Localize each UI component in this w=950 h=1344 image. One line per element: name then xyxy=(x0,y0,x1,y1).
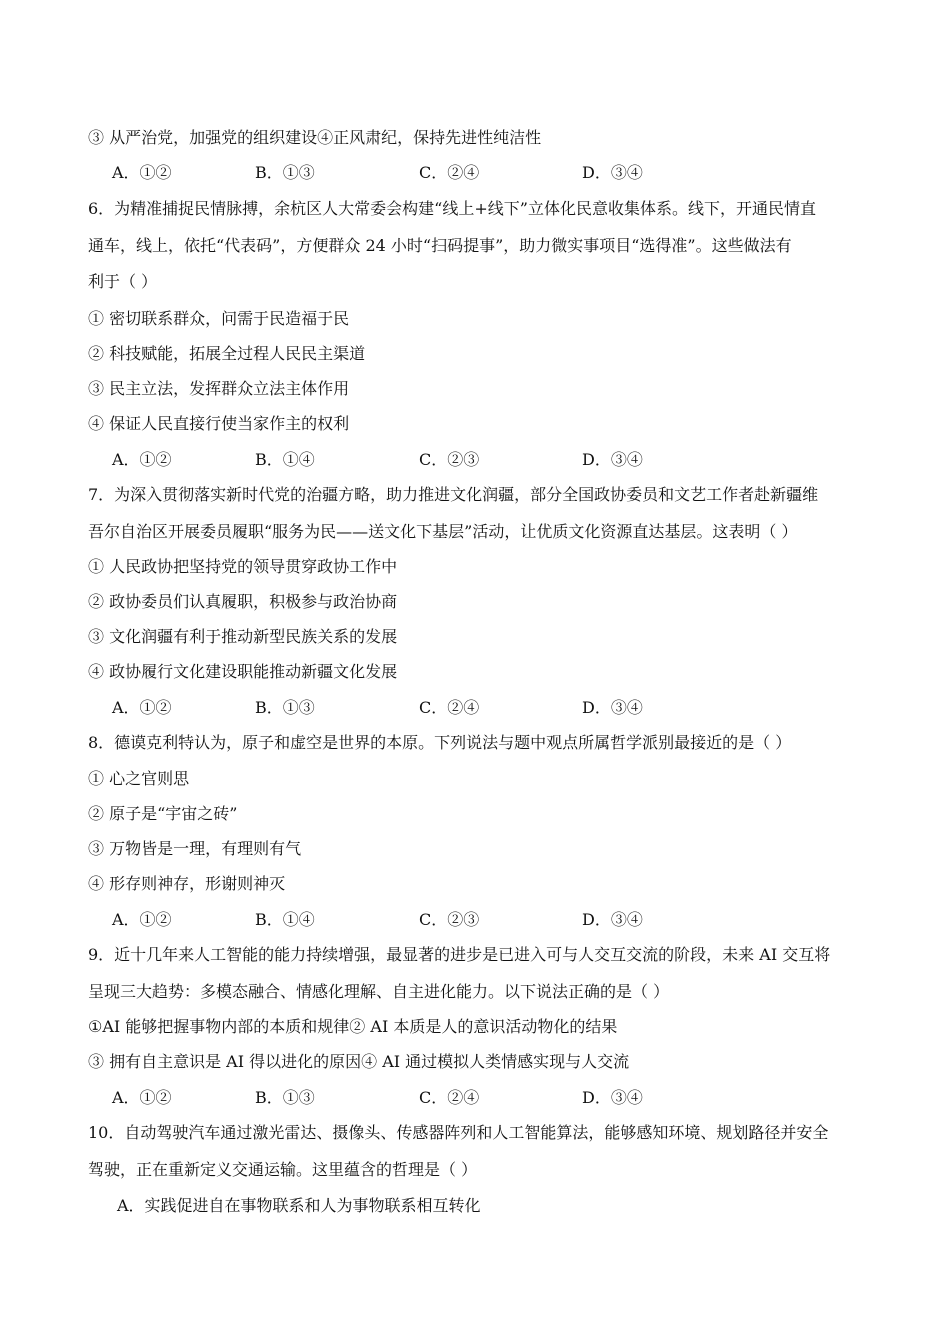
q7-option-a: A．①② xyxy=(112,698,172,717)
q6-option-c: C．②③ xyxy=(419,450,480,469)
q9-option-d: D．③④ xyxy=(582,1088,643,1107)
q7-option-d: D．③④ xyxy=(582,698,643,717)
q7-options xyxy=(112,697,672,719)
q6-statement-4: ④ 保证人民直接行使当家作主的权利 xyxy=(88,414,350,433)
q8-option-d: D．③④ xyxy=(582,910,643,929)
q8-option-c: C．②③ xyxy=(419,910,480,929)
q8-statement-2: ② 原子是“宇宙之砖” xyxy=(88,804,238,823)
q8-option-b: B．①④ xyxy=(255,910,315,929)
q6-options xyxy=(112,449,672,471)
q6-stem-line-3: 利于（ ） xyxy=(88,272,158,291)
q7-stem-line-1: 7．为深入贯彻落实新时代党的治疆方略，助力推进文化润疆，部分全国政协委员和文艺工作者赴新疆维 xyxy=(88,485,819,504)
q6-statement-2: ② 科技赋能，拓展全过程人民民主渠道 xyxy=(88,344,366,363)
q8-statement-3: ③ 万物皆是一理，有理则有气 xyxy=(88,839,302,858)
q6-statement-3: ③ 民主立法，发挥群众立法主体作用 xyxy=(88,379,350,398)
q6-statement-1: ① 密切联系群众，问需于民造福于民 xyxy=(88,309,350,328)
q8-option-a: A．①② xyxy=(112,910,172,929)
q9-stem-line-1: 9．近十几年来人工智能的能力持续增强，最显著的进步是已进入可与人交互交流的阶段，未来 AI 交互将 xyxy=(88,945,831,964)
q8-options xyxy=(112,909,672,931)
q9-option-a: A．①② xyxy=(112,1088,172,1107)
q6-option-a: A．①② xyxy=(112,450,172,469)
q7-statement-1: ① 人民政协把坚持党的领导贯穿政协工作中 xyxy=(88,557,398,576)
q5-option-b: B．①③ xyxy=(255,163,315,182)
q7-statement-4: ④ 政协履行文化建设职能推动新疆文化发展 xyxy=(88,662,398,681)
q5-option-c: C．②④ xyxy=(419,163,480,182)
q8-statement-4: ④ 形存则神存，形谢则神灭 xyxy=(88,874,286,893)
q10-stem-line-1: 10．自动驾驶汽车通过激光雷达、摄像头、传感器阵列和人工智能算法，能够感知环境、规划路径并安全 xyxy=(88,1123,829,1142)
q9-options xyxy=(112,1087,672,1109)
q6-option-b: B．①④ xyxy=(255,450,315,469)
q10-stem-line-2: 驾驶，正在重新定义交通运输。这里蕴含的哲理是（ ） xyxy=(88,1160,478,1179)
q7-option-c: C．②④ xyxy=(419,698,480,717)
q9-statement-2: ③ 拥有自主意识是 AI 得以进化的原因④ AI 通过模拟人类情感实现与人交流 xyxy=(88,1052,630,1071)
q6-stem-line-1: 6．为精准捕捉民情脉搏，余杭区人大常委会构建“线上+线下”立体化民意收集体系。线下，开通民情直 xyxy=(88,199,816,218)
q6-stem-line-2: 通车，线上，依托“代表码”，方便群众 24 小时“扫码提事”，助力微实事项目“选得准”。这些做法有 xyxy=(88,236,792,255)
q7-statement-3: ③ 文化润疆有利于推动新型民族关系的发展 xyxy=(88,627,398,646)
q5-option-a: A．①② xyxy=(112,163,172,182)
q7-stem-line-2: 吾尔自治区开展委员履职“服务为民——送文化下基层”活动，让优质文化资源直达基层。这表明（ ） xyxy=(88,522,798,541)
q9-statement-1: ①AI 能够把握事物内部的本质和规律② AI 本质是人的意识活动物化的结果 xyxy=(88,1017,618,1036)
q8-statement-1: ① 心之官则思 xyxy=(88,769,190,788)
q7-statement-2: ② 政协委员们认真履职，积极参与政治协商 xyxy=(88,592,398,611)
q10-option-a: A．实践促进自在事物联系和人为事物联系相互转化 xyxy=(117,1196,481,1215)
q9-stem-line-2: 呈现三大趋势：多模态融合、情感化理解、自主进化能力。以下说法正确的是（ ） xyxy=(88,982,670,1001)
q5-option-d: D．③④ xyxy=(582,163,643,182)
q9-option-c: C．②④ xyxy=(419,1088,480,1107)
q8-stem-line-1: 8．德谟克利特认为，原子和虚空是世界的本原。下列说法与题中观点所属哲学派别最接近的是（ ） xyxy=(88,733,792,752)
q5-statement-3: ③ 从严治党，加强党的组织建设④正风肃纪，保持先进性纯洁性 xyxy=(88,128,542,147)
q5-options xyxy=(112,162,672,184)
q9-option-b: B．①③ xyxy=(255,1088,315,1107)
q6-option-d: D．③④ xyxy=(582,450,643,469)
q7-option-b: B．①③ xyxy=(255,698,315,717)
